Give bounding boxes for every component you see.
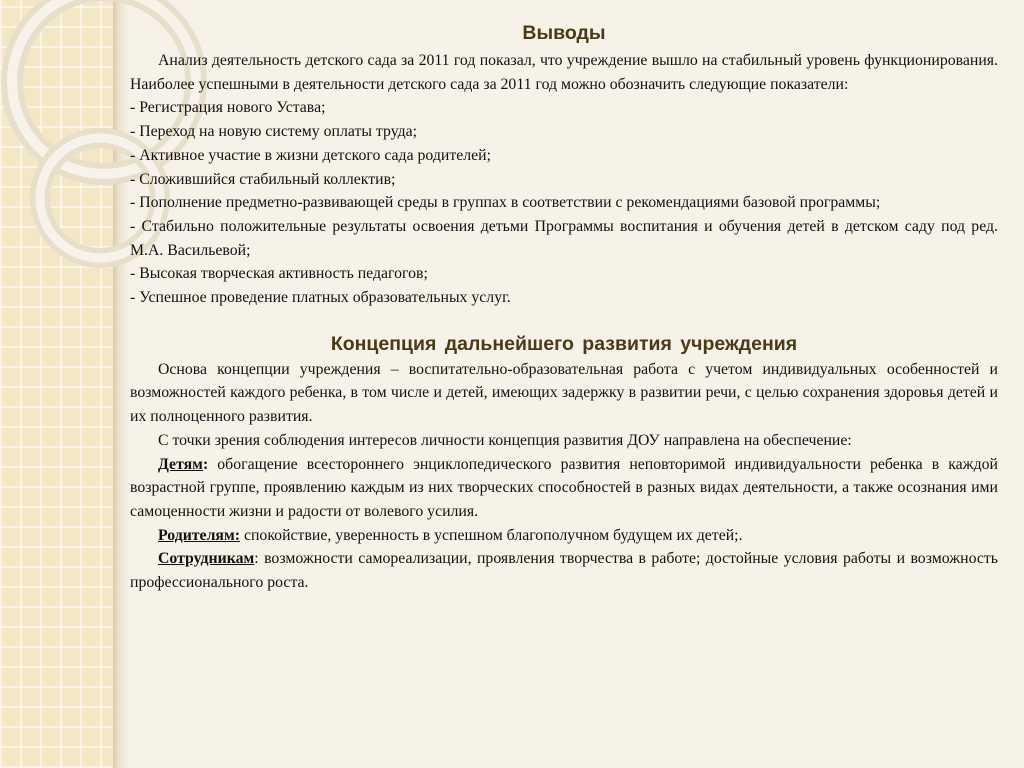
conclusion-item-2: - Переход на новую систему оплаты труда; [130,123,418,141]
conclusions-title: Выводы [522,22,606,44]
children-colon: : [202,455,209,473]
conclusion-item-4: - Сложившийся стабильный коллектив; [130,170,396,188]
slide-content [130,19,998,595]
parents-label: Родителям: [158,526,240,544]
concept-paragraph-2: С точки зрения соблюдения интересов личности концепция развития ДОУ направлена на обеспечение: [158,431,852,449]
staff-paragraph [130,547,998,594]
conclusion-item-6: - Стабильно положительные результаты освоения детьми Программы воспитания и обучения детей в детском саду под ред. М.А. Васильевой; [130,217,998,259]
parents-paragraph [130,524,998,548]
staff-text: : возможности самореализации, проявления творчества в работе; достойные условия работы и возможность профессионального роста. [130,550,998,592]
conclusion-item-5: - Пополнение предметно-развивающей среды в группах в соответствии с рекомендациями базовой программы; [130,194,881,212]
children-text: обогащение всестороннего энциклопедического развития неповторимой индивидуальности ребенка в каждой возрастной группе, проявлению каждым из них творческих способностей в разных видах деятельности, а также осознания ими самоценности жизни и радости от волевого усилия. [130,455,998,520]
parents-text: спокойствие, уверенность в успешном благополучном будущем их детей;. [240,526,743,544]
conclusion-item-1: - Регистрация нового Устава; [130,99,326,117]
conclusion-item-7: - Высокая творческая активность педагогов; [130,265,428,283]
concept-title: Концепция дальнейшего развития учреждения [330,332,798,355]
staff-label: Сотрудникам [158,550,255,568]
conclusion-item-8: - Успешное проведение платных образовательных услуг. [130,289,511,307]
children-paragraph [130,453,998,524]
concept-paragraph-1: Основа концепции учреждения – воспитательно-образовательная работа с учетом индивидуальных особенностей и возможностей каждого ребенка, в том числе и детей, имеющих задержку в развитии речи, с целью сохранения здоровья детей и их полноценного развития. [130,360,998,426]
conclusion-item-3: - Активное участие в жизни детского сада родителей; [130,146,492,164]
conclusions-intro: Анализ деятельность детского сада за 2011 год показал, что учреждение вышло на стабильный уровень функционирования. Наиболее успешными в деятельности детского сада за 2011 год можно обозначить следующие показатели: [130,52,998,93]
children-label: Детям [158,455,203,473]
